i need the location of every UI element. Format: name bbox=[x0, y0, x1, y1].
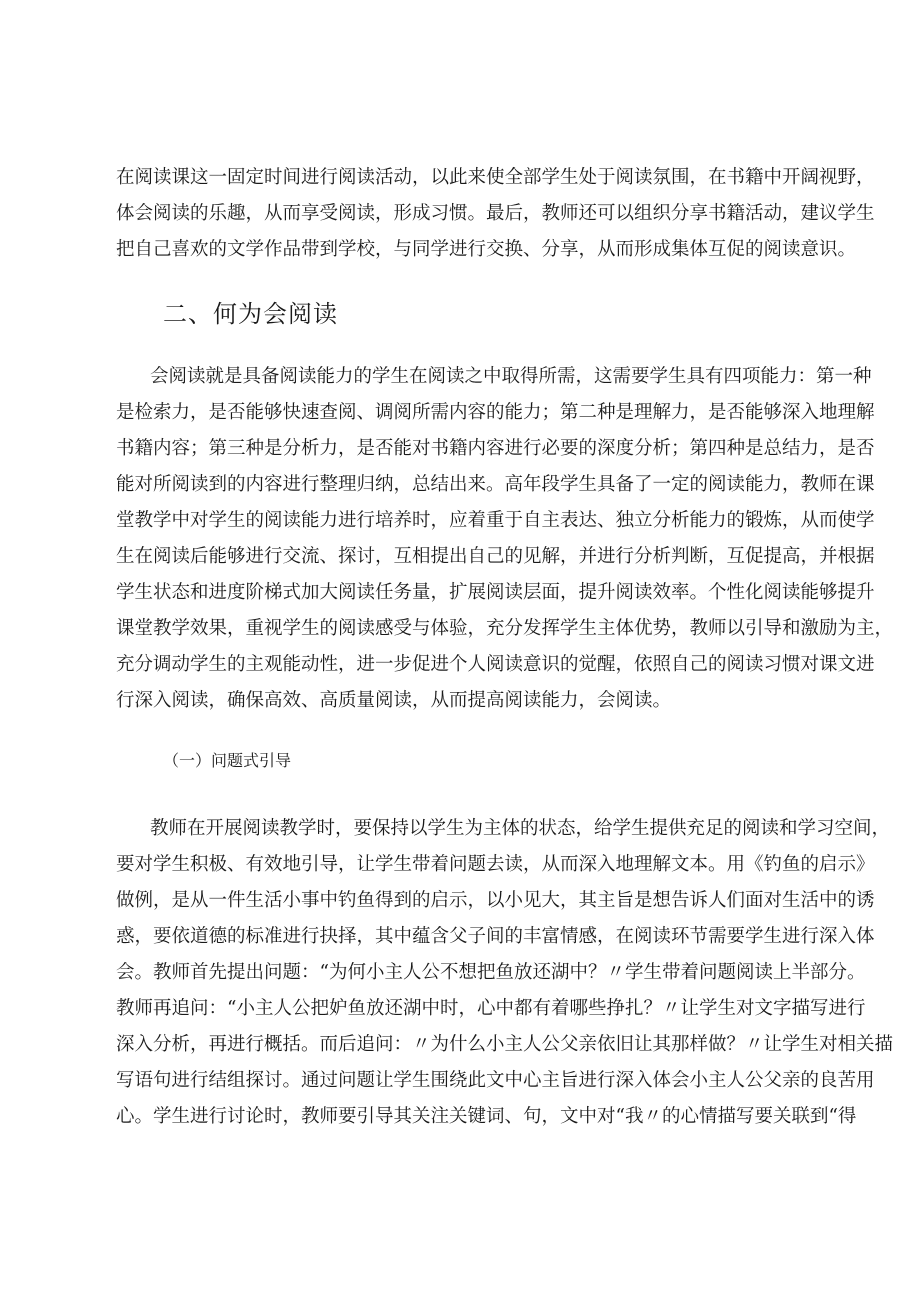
text-line: 体会阅读的乐趣，从而享受阅读，形成习惯。最后，教师还可以组织分享书籍活动，建议学生 bbox=[116, 203, 875, 224]
text-line: 堂教学中对学生的阅读能力进行培养时，应着重于自主表达、独立分析能力的锻炼，从而使学 bbox=[116, 510, 875, 531]
text-line: 会。教师首先提出问题：“为何小主人公不想把鱼放还湖中？〃学生带着问题阅读上半部分。 bbox=[116, 962, 866, 983]
text-line: 惑，要依道德的标准进行抉择，其中蕴含父子间的丰富情感，在阅读环节需要学生进行深入体 bbox=[116, 926, 875, 947]
text-line: 书籍内容；第三种是分析力，是否能对书籍内容进行必要的深度分析；第四种是总结力，是否 bbox=[116, 438, 875, 459]
text-line: 做例，是从一件生活小事中钓鱼得到的启示，以小见大，其主旨是想告诉人们面对生活中的诱 bbox=[116, 890, 875, 911]
text-line: 会阅读就是具备阅读能力的学生在阅读之中取得所需，这需要学生具有四项能力：第一种 bbox=[150, 366, 872, 387]
text-line: 能对所阅读到的内容进行整理归纳，总结出来。高年段学生具备了一定的阅读能力，教师在课 bbox=[116, 474, 875, 495]
text-line: 在阅读课这一固定时间进行阅读活动，以此来使全部学生处于阅读氛围，在书籍中开阔视野， bbox=[116, 167, 875, 188]
text-line: 心。学生进行讨论时，教师要引导其关注关键词、句，文中对“我〃的心情描写要关联到“得 bbox=[116, 1106, 857, 1127]
text-line: 行深入阅读，确保高效、高质量阅读，从而提高阅读能力，会阅读。 bbox=[116, 690, 672, 711]
text-line: 把自己喜欢的文学作品带到学校，与同学进行交换、分享，从而形成集体互促的阅读意识。 bbox=[116, 239, 857, 260]
text-line: 是检索力，是否能够快速查阅、调阅所需内容的能力；第二种是理解力，是否能够深入地理解 bbox=[116, 402, 875, 423]
section-heading: 二、何为会阅读 bbox=[163, 300, 338, 328]
text-line: 教师再追问：“小主人公把妒鱼放还湖中时，心中都有着哪些挣扎？〃让学生对文字描写进行 bbox=[116, 998, 866, 1019]
text-line: 学生状态和进度阶梯式加大阅读任务量，扩展阅读层面，提升阅读效率。个性化阅读能够提升 bbox=[116, 582, 875, 603]
text-line: 写语句进行结组探讨。通过问题让学生围绕此文中心主旨进行深入体会小主人公父亲的良苦用 bbox=[116, 1070, 875, 1091]
subsection-heading: （一）问题式引导 bbox=[163, 751, 292, 770]
text-line: 生在阅读后能够进行交流、探讨，互相提出自己的见解，并进行分析判断，互促提高，并根据 bbox=[116, 546, 875, 567]
text-line: 教师在开展阅读教学时，要保持以学生为主体的状态，给学生提供充足的阅读和学习空间， bbox=[150, 818, 891, 839]
text-line: 深入分析，再进行概括。而后追问：〃为什么小主人公父亲依旧让其那样做？〃让学生对相关描 bbox=[116, 1034, 894, 1055]
text-line: 充分调动学生的主观能动性，进一步促进个人阅读意识的觉醒，依照自己的阅读习惯对课文进 bbox=[116, 654, 875, 675]
text-line: 课堂教学效果，重视学生的阅读感受与体验，充分发挥学生主体优势，教师以引导和激励为主， bbox=[116, 618, 894, 639]
text-line: 要对学生积极、有效地引导，让学生带着问题去读，从而深入地理解文本。用《钓鱼的启示》 bbox=[116, 854, 875, 875]
